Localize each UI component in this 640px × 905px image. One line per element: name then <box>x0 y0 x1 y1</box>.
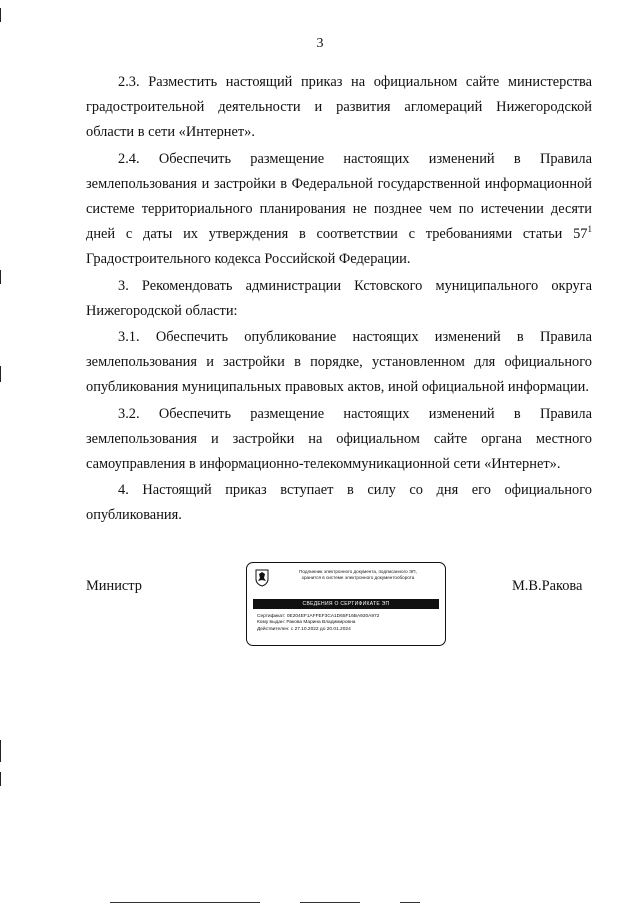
paragraph-3-2: 3.2. Обеспечить размещение настоящих изменений в Правила землепользования и застройки на официальном сайте органа местного самоуправления в информационно-телекоммуникационной сети «Интернет». <box>86 405 592 473</box>
stamp-certificate-bar: СВЕДЕНИЯ О СЕРТИФИКАТЕ ЭП <box>253 599 439 609</box>
stamp-details <box>257 614 439 633</box>
signatory-title: Министр <box>86 578 142 594</box>
scan-edge-line <box>400 902 420 903</box>
paragraph-4: 4. Настоящий приказ вступает в силу со дня его официального опубликования. <box>86 482 592 524</box>
paragraph-3: 3. Рекомендовать администрации Кстовского муниципального округа Нижегородской области: <box>86 277 592 319</box>
paragraph-3-1: 3.1. Обеспечить опубликование настоящих изменений в Правила землепользования и застройки в порядке, установленном для официального опубликования муниципальных правовых актов, иной официальной информации. <box>86 329 592 396</box>
document-body <box>86 70 592 530</box>
paragraph-2-4-tail: Градостроительного кодекса Российской Федерации. <box>86 251 411 268</box>
stamp-certificate: Сертификат: 0E204EF1AFFEF3CA1D65F16BA920A972 <box>257 614 380 619</box>
coat-of-arms-icon <box>255 569 269 587</box>
stamp-header-line-1: Подлинник электронного документа, подписанного ЭП, <box>299 569 417 574</box>
stamp-issued-to: Кому выдан: Ракова Марина Владимировна <box>257 620 356 626</box>
paragraph-2-3: 2.3. Разместить настоящий приказ на официальном сайте министерства градостроительной деятельности и развития агломераций Нижегородской области в сети «Интернет». <box>86 74 592 141</box>
paragraph-2-4 <box>86 147 592 273</box>
article-superscript: 1 <box>587 224 592 235</box>
page-number: 3 <box>316 36 324 51</box>
margin-mark <box>0 772 1 786</box>
stamp-validity: Действителен: с 27.10.2022 до 20.01.2024 <box>257 626 351 632</box>
margin-mark <box>0 740 1 762</box>
scan-edge-line <box>110 902 260 903</box>
signatory-name: М.В.Ракова <box>512 578 583 594</box>
margin-mark <box>0 8 1 22</box>
margin-mark <box>0 366 1 382</box>
stamp-header-line-2: хранится в системе электронного документооборота <box>301 575 415 580</box>
paragraph-2-4-text: 2.4. Обеспечить размещение настоящих изменений в Правила землепользования и застройки в Федеральной государственной информационной системе территориального планирования не позднее чем по истечении десяти дней с даты их утверждения в соответствии с требованиями статьи 57 <box>86 150 592 243</box>
scan-edge-line <box>300 902 360 903</box>
stamp-header <box>275 569 441 581</box>
electronic-signature-stamp <box>246 562 446 646</box>
margin-mark <box>0 270 1 284</box>
